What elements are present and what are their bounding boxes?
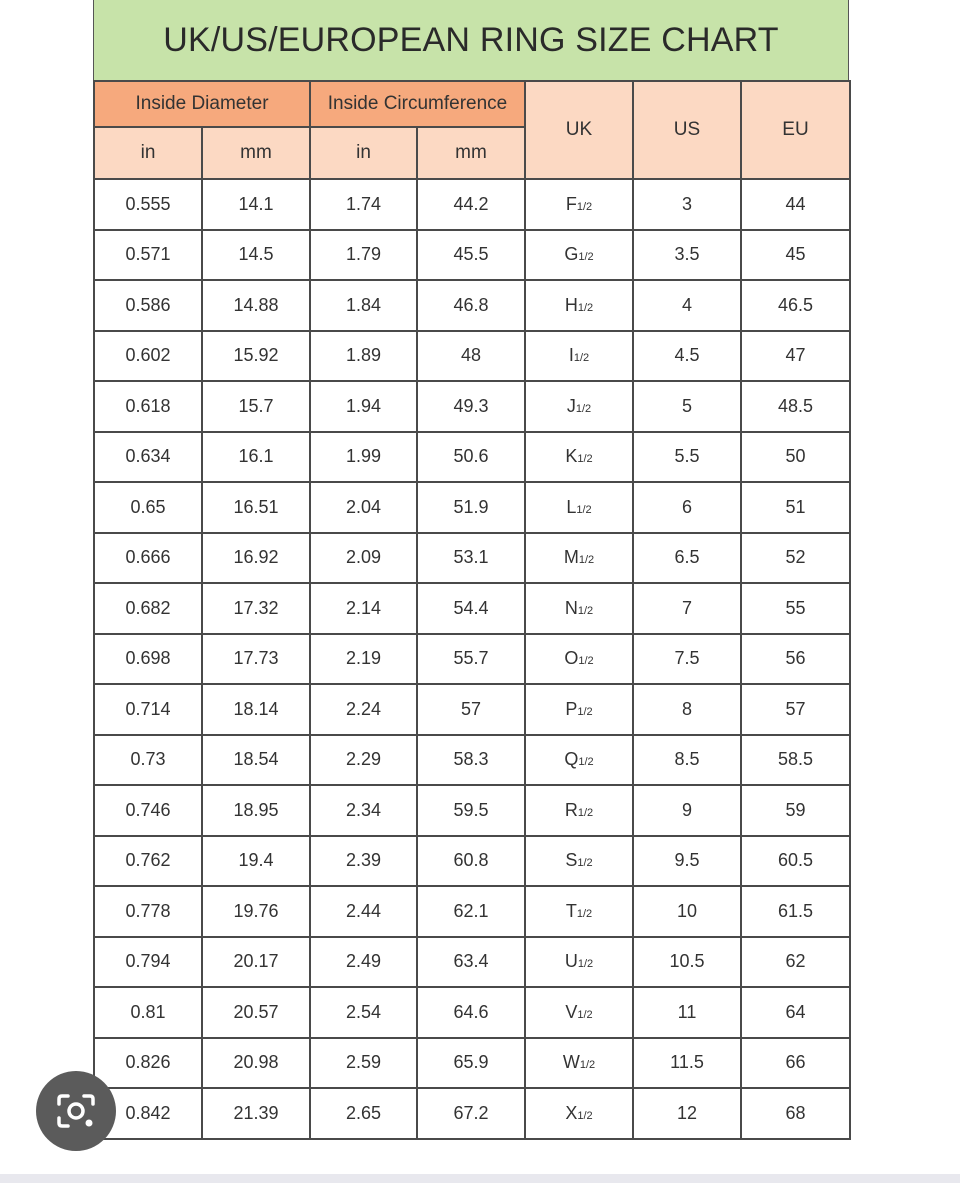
table-row <box>94 886 850 937</box>
cell-dia-mm: 15.92 <box>202 331 310 382</box>
uk-size-letter: W <box>562 1052 580 1073</box>
cell-uk <box>525 280 633 331</box>
cell-dia-mm: 21.39 <box>202 1088 310 1139</box>
cell-circ-in: 2.54 <box>310 987 417 1038</box>
cell-circ-mm: 67.2 <box>417 1088 525 1139</box>
cell-us: 6 <box>633 482 741 533</box>
cell-circ-mm: 58.3 <box>417 735 525 786</box>
cell-dia-in: 0.842 <box>94 1088 202 1139</box>
uk-size-letter: H <box>564 294 578 315</box>
cell-us: 6.5 <box>633 533 741 584</box>
uk-size-letter: O <box>564 648 579 669</box>
uk-size-letter: M <box>563 547 579 568</box>
cell-eu: 44 <box>741 179 850 230</box>
cell-dia-in: 0.81 <box>94 987 202 1038</box>
uk-size-half: 1/2 <box>577 301 594 314</box>
cell-circ-in: 2.09 <box>310 533 417 584</box>
cell-dia-in: 0.698 <box>94 634 202 685</box>
cell-circ-in: 2.14 <box>310 583 417 634</box>
cell-eu: 55 <box>741 583 850 634</box>
cell-eu: 59 <box>741 785 850 836</box>
cell-dia-in: 0.634 <box>94 432 202 483</box>
cell-dia-in: 0.586 <box>94 280 202 331</box>
uk-size-half: 1/2 <box>578 756 594 769</box>
cell-eu: 57 <box>741 684 850 735</box>
table-row <box>94 583 850 634</box>
cell-eu: 61.5 <box>741 886 850 937</box>
cell-circ-mm: 64.6 <box>417 987 525 1038</box>
cell-dia-mm: 15.7 <box>202 381 310 432</box>
cell-eu: 64 <box>741 987 850 1038</box>
cell-eu: 45 <box>741 230 850 281</box>
cell-uk <box>525 836 633 887</box>
header-circumference-in: in <box>310 127 417 179</box>
table-row <box>94 331 850 382</box>
cell-dia-in: 0.602 <box>94 331 202 382</box>
cell-circ-mm: 55.7 <box>417 634 525 685</box>
cell-us: 9.5 <box>633 836 741 887</box>
uk-size-half: 1/2 <box>577 1008 593 1021</box>
cell-circ-mm: 62.1 <box>417 886 525 937</box>
uk-size-half: 1/2 <box>573 352 590 365</box>
uk-size-half: 1/2 <box>577 705 593 718</box>
cell-uk <box>525 684 633 735</box>
uk-size-half: 1/2 <box>579 1059 596 1072</box>
ring-size-chart <box>93 0 849 1170</box>
cell-eu: 60.5 <box>741 836 850 887</box>
uk-size-letter: N <box>564 597 578 618</box>
uk-size-letter: S <box>565 850 578 871</box>
cell-circ-in: 1.84 <box>310 280 417 331</box>
cell-circ-mm: 60.8 <box>417 836 525 887</box>
cell-uk <box>525 482 633 533</box>
cell-circ-mm: 54.4 <box>417 583 525 634</box>
cell-us: 4 <box>633 280 741 331</box>
cell-uk <box>525 735 633 786</box>
table-body <box>94 179 850 1139</box>
cell-us: 9 <box>633 785 741 836</box>
uk-size-half: 1/2 <box>577 958 594 971</box>
table-row <box>94 533 850 584</box>
uk-size-half: 1/2 <box>577 453 593 466</box>
table-row <box>94 1088 850 1139</box>
cell-uk <box>525 533 633 584</box>
cell-us: 12 <box>633 1088 741 1139</box>
cell-dia-in: 0.826 <box>94 1038 202 1089</box>
cell-dia-mm: 18.95 <box>202 785 310 836</box>
cell-circ-mm: 44.2 <box>417 179 525 230</box>
cell-uk <box>525 1088 633 1139</box>
cell-dia-in: 0.73 <box>94 735 202 786</box>
table-row <box>94 381 850 432</box>
cell-circ-in: 2.24 <box>310 684 417 735</box>
cell-dia-in: 0.762 <box>94 836 202 887</box>
cell-dia-mm: 17.32 <box>202 583 310 634</box>
cell-dia-in: 0.682 <box>94 583 202 634</box>
cell-us: 4.5 <box>633 331 741 382</box>
uk-size-letter: X <box>565 1102 578 1123</box>
cell-circ-mm: 49.3 <box>417 381 525 432</box>
cell-us: 10.5 <box>633 937 741 988</box>
cell-dia-in: 0.778 <box>94 886 202 937</box>
uk-size-letter: P <box>565 698 578 719</box>
cell-us: 8 <box>633 684 741 735</box>
cell-dia-mm: 19.76 <box>202 886 310 937</box>
cell-circ-mm: 46.8 <box>417 280 525 331</box>
cell-dia-mm: 20.17 <box>202 937 310 988</box>
cell-us: 7.5 <box>633 634 741 685</box>
cell-us: 5 <box>633 381 741 432</box>
header-eu: EU <box>741 81 850 179</box>
uk-size-letter: I <box>568 345 574 366</box>
cell-uk <box>525 785 633 836</box>
cell-uk <box>525 634 633 685</box>
cell-circ-in: 2.59 <box>310 1038 417 1089</box>
table-row <box>94 684 850 735</box>
cell-eu: 47 <box>741 331 850 382</box>
cell-us: 3 <box>633 179 741 230</box>
cell-dia-mm: 16.51 <box>202 482 310 533</box>
cell-dia-in: 0.571 <box>94 230 202 281</box>
header-inside-diameter: Inside Diameter <box>94 81 310 127</box>
uk-size-letter: K <box>565 446 578 467</box>
cell-circ-in: 1.74 <box>310 179 417 230</box>
cell-circ-mm: 45.5 <box>417 230 525 281</box>
cell-dia-mm: 20.57 <box>202 987 310 1038</box>
cell-uk <box>525 987 633 1038</box>
cell-eu: 62 <box>741 937 850 988</box>
uk-size-half: 1/2 <box>577 806 594 819</box>
cell-circ-in: 2.04 <box>310 482 417 533</box>
cell-circ-in: 1.89 <box>310 331 417 382</box>
cell-eu: 46.5 <box>741 280 850 331</box>
cell-dia-mm: 18.14 <box>202 684 310 735</box>
cell-uk <box>525 1038 633 1089</box>
cell-uk <box>525 583 633 634</box>
cell-circ-mm: 48 <box>417 331 525 382</box>
uk-size-half: 1/2 <box>575 402 592 415</box>
header-us: US <box>633 81 741 179</box>
cell-circ-in: 2.19 <box>310 634 417 685</box>
uk-size-half: 1/2 <box>577 1109 593 1122</box>
header-uk: UK <box>525 81 633 179</box>
cell-dia-mm: 16.1 <box>202 432 310 483</box>
cell-dia-in: 0.618 <box>94 381 202 432</box>
uk-size-half: 1/2 <box>576 503 592 516</box>
cell-dia-mm: 14.1 <box>202 179 310 230</box>
cell-us: 7 <box>633 583 741 634</box>
uk-size-half: 1/2 <box>576 907 593 920</box>
cell-circ-mm: 50.6 <box>417 432 525 483</box>
table-row <box>94 987 850 1038</box>
camera-lens-search-icon <box>55 1092 97 1130</box>
bottom-strip <box>0 1174 960 1183</box>
cell-dia-mm: 17.73 <box>202 634 310 685</box>
uk-size-letter: R <box>564 799 578 820</box>
uk-size-letter: L <box>566 496 577 517</box>
cell-circ-mm: 65.9 <box>417 1038 525 1089</box>
chart-title-bar <box>93 0 849 81</box>
cell-circ-in: 2.39 <box>310 836 417 887</box>
cell-circ-in: 2.34 <box>310 785 417 836</box>
uk-size-half: 1/2 <box>578 251 594 264</box>
cell-us: 11 <box>633 987 741 1038</box>
table-row <box>94 785 850 836</box>
cell-eu: 51 <box>741 482 850 533</box>
cell-dia-in: 0.666 <box>94 533 202 584</box>
header-diameter-mm: mm <box>202 127 310 179</box>
cell-us: 8.5 <box>633 735 741 786</box>
cell-circ-in: 1.99 <box>310 432 417 483</box>
table-row <box>94 280 850 331</box>
cell-circ-in: 1.79 <box>310 230 417 281</box>
table-row <box>94 179 850 230</box>
cell-circ-mm: 63.4 <box>417 937 525 988</box>
cell-circ-in: 2.49 <box>310 937 417 988</box>
header-inside-circumference: Inside Circumference <box>310 81 525 127</box>
cell-circ-in: 2.44 <box>310 886 417 937</box>
cell-uk <box>525 886 633 937</box>
table-row <box>94 1038 850 1089</box>
cell-circ-mm: 59.5 <box>417 785 525 836</box>
uk-size-letter: V <box>565 1001 578 1022</box>
uk-size-half: 1/2 <box>577 604 594 617</box>
cell-circ-in: 2.29 <box>310 735 417 786</box>
cell-dia-mm: 18.54 <box>202 735 310 786</box>
cell-uk <box>525 230 633 281</box>
cell-eu: 66 <box>741 1038 850 1089</box>
visual-search-button[interactable] <box>36 1071 116 1151</box>
ring-size-table <box>93 80 851 1140</box>
table-row <box>94 937 850 988</box>
cell-eu: 52 <box>741 533 850 584</box>
uk-size-letter: F <box>565 193 577 214</box>
cell-dia-in: 0.714 <box>94 684 202 735</box>
cell-dia-in: 0.555 <box>94 179 202 230</box>
table-row <box>94 735 850 786</box>
cell-eu: 48.5 <box>741 381 850 432</box>
cell-uk <box>525 331 633 382</box>
uk-size-half: 1/2 <box>578 554 595 567</box>
cell-circ-mm: 51.9 <box>417 482 525 533</box>
cell-dia-mm: 16.92 <box>202 533 310 584</box>
uk-size-half: 1/2 <box>577 857 593 870</box>
table-row <box>94 634 850 685</box>
cell-dia-mm: 20.98 <box>202 1038 310 1089</box>
header-diameter-in: in <box>94 127 202 179</box>
uk-size-half: 1/2 <box>578 655 594 668</box>
cell-circ-in: 1.94 <box>310 381 417 432</box>
cell-eu: 56 <box>741 634 850 685</box>
cell-us: 5.5 <box>633 432 741 483</box>
table-row <box>94 482 850 533</box>
uk-size-letter: G <box>564 244 579 265</box>
cell-uk <box>525 179 633 230</box>
cell-uk <box>525 432 633 483</box>
cell-eu: 58.5 <box>741 735 850 786</box>
uk-size-letter: J <box>566 395 576 416</box>
cell-us: 11.5 <box>633 1038 741 1089</box>
cell-circ-in: 2.65 <box>310 1088 417 1139</box>
cell-dia-mm: 14.5 <box>202 230 310 281</box>
cell-eu: 68 <box>741 1088 850 1139</box>
cell-dia-mm: 19.4 <box>202 836 310 887</box>
cell-dia-in: 0.65 <box>94 482 202 533</box>
header-circumference-mm: mm <box>417 127 525 179</box>
uk-size-letter: T <box>565 900 577 921</box>
cell-dia-in: 0.746 <box>94 785 202 836</box>
uk-size-half: 1/2 <box>576 200 593 213</box>
cell-dia-in: 0.794 <box>94 937 202 988</box>
chart-title: UK/US/EUROPEAN RING SIZE CHART <box>163 20 779 59</box>
cell-circ-mm: 57 <box>417 684 525 735</box>
cell-dia-mm: 14.88 <box>202 280 310 331</box>
cell-eu: 50 <box>741 432 850 483</box>
uk-size-letter: Q <box>564 749 579 770</box>
table-row <box>94 230 850 281</box>
cell-circ-mm: 53.1 <box>417 533 525 584</box>
table-row <box>94 836 850 887</box>
table-row <box>94 432 850 483</box>
cell-us: 10 <box>633 886 741 937</box>
cell-uk <box>525 381 633 432</box>
cell-us: 3.5 <box>633 230 741 281</box>
cell-uk <box>525 937 633 988</box>
uk-size-letter: U <box>564 951 578 972</box>
